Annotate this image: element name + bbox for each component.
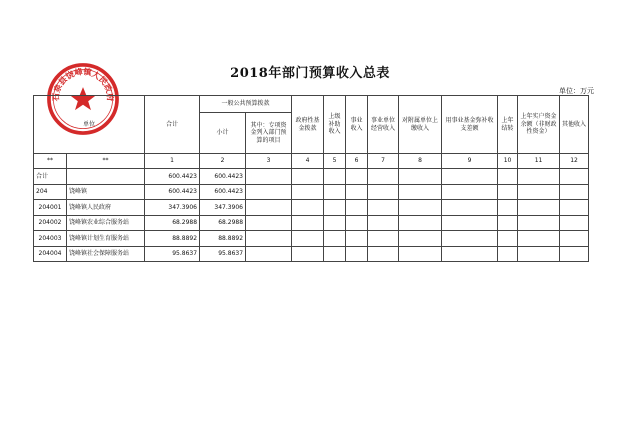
row-total: 88.8892	[145, 231, 200, 247]
index-cell: 12	[560, 154, 589, 169]
row-subtotal: 600.4423	[200, 184, 246, 200]
header-affiliated: 对附属单位上缴收入	[399, 96, 442, 154]
row-name: 饶峰镇计划生育服务站	[67, 231, 145, 247]
row-code: 204	[34, 184, 67, 200]
budget-table	[33, 95, 589, 262]
index-cell: 7	[368, 154, 399, 169]
index-cell: 6	[346, 154, 368, 169]
index-cell: 4	[292, 154, 324, 169]
unit-label: 单位：万元	[559, 87, 594, 95]
index-cell: **	[34, 154, 67, 169]
index-cell: 5	[324, 154, 346, 169]
table-row	[34, 215, 589, 231]
table-row	[34, 169, 589, 185]
row-code: 204003	[34, 231, 67, 247]
row-total: 95.8637	[145, 246, 200, 262]
index-row	[34, 154, 589, 169]
row-subtotal: 68.2988	[200, 215, 246, 231]
row-code: 204004	[34, 246, 67, 262]
row-name: 饶峰镇社会保障服务站	[67, 246, 145, 262]
page-title: 2018年部门预算收入总表	[230, 66, 390, 81]
header-upper-subsidy: 上级补助收入	[324, 96, 346, 154]
table-row	[34, 231, 589, 247]
header-subtotal: 小计	[200, 113, 246, 154]
row-name: 饶峰镇农业综合服务站	[67, 215, 145, 231]
index-cell: 9	[442, 154, 498, 169]
table-row	[34, 184, 589, 200]
header-unit: 单位	[34, 96, 145, 154]
index-cell: 1	[145, 154, 200, 169]
row-name	[67, 169, 145, 185]
index-cell: 8	[399, 154, 442, 169]
header-special: 其中：专项资金列入部门预算的项目	[246, 113, 292, 154]
index-cell: **	[67, 154, 145, 169]
row-subtotal: 88.8892	[200, 231, 246, 247]
index-cell: 2	[200, 154, 246, 169]
table-row	[34, 200, 589, 216]
row-subtotal: 347.3906	[200, 200, 246, 216]
row-name: 饶峰镇人民政府	[67, 200, 145, 216]
table-row	[34, 246, 589, 262]
row-total: 600.4423	[145, 169, 200, 185]
row-code: 204001	[34, 200, 67, 216]
row-total: 68.2988	[145, 215, 200, 231]
header-other: 其他收入	[560, 96, 589, 154]
header-row-1	[34, 96, 589, 113]
header-fund-balance: 用事业基金弥补收支差额	[442, 96, 498, 154]
row-total: 347.3906	[145, 200, 200, 216]
index-cell: 10	[498, 154, 518, 169]
header-gov-fund: 政府性基金拨款	[292, 96, 324, 154]
row-subtotal: 600.4423	[200, 169, 246, 185]
header-last-year: 上年结转	[498, 96, 518, 154]
header-last-year-actual: 上年实户资金余额（非财政性资金）	[518, 96, 560, 154]
header-total: 合计	[145, 96, 200, 154]
row-name: 饶峰镇	[67, 184, 145, 200]
row-total: 600.4423	[145, 184, 200, 200]
row-code: 合计	[34, 169, 67, 185]
index-cell: 11	[518, 154, 560, 169]
svg-text:石泉县饶峰镇人民政府: 石泉县饶峰镇人民政府	[50, 66, 116, 102]
row-code: 204002	[34, 215, 67, 231]
header-public-service: 事业收入	[346, 96, 368, 154]
index-cell: 3	[246, 154, 292, 169]
header-general-public: 一般公共预算拨款	[200, 96, 292, 113]
row-subtotal: 95.8637	[200, 246, 246, 262]
header-business-op: 事业单位经营收入	[368, 96, 399, 154]
